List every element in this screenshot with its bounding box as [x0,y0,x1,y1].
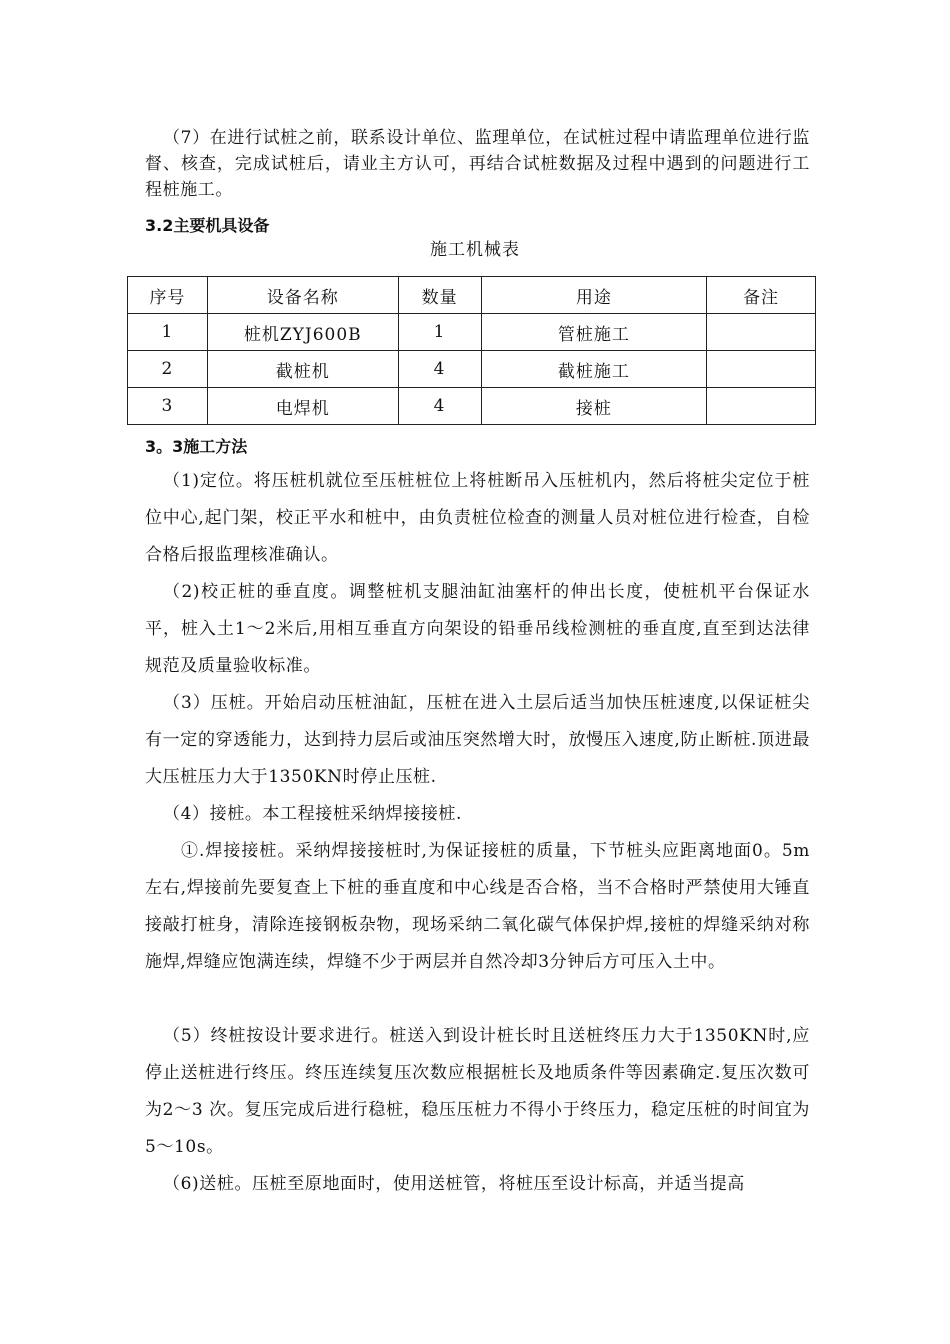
paragraph-welding: ①.焊接接桩。采纳焊接接桩时,为保证接桩的质量，下节桩头应距离地面0。5m左右,焊接前先要复查上下桩的垂直度和中心线是否合格，当不合格时严禁使用大锤直接敲打桩身，清除连接钢板杂物，现场采纳二氧化碳气体保护焊,接桩的焊缝采纳对称施焊,焊缝应饱满连续，焊缝不少于两层并自然冷却3分钟后方可压入土中。 [145,841,810,972]
table-row [128,314,816,351]
table-cell [707,314,816,351]
table-cell [707,351,816,388]
table-cell: 2 [128,351,208,388]
paragraph-final-pressing: （5）终桩按设计要求进行。桩送入到设计桩长时且送桩终压力大于1350KN时,应停止送桩进行终压。终压连续复压次数应根据桩长及地质条件等因素确定.复压次数可为2～3 次。复压完成后进行稳桩，稳压压桩力不得小于终压力，稳定压桩的时间宜为5～10s。 [145,1026,810,1157]
paragraph-positioning: （1)定位。将压桩机就位至压桩桩位上将桩断吊入压桩机内，然后将桩尖定位于桩位中心,起门架，校正平水和桩中，由负责桩位检查的测量人员对桩位进行检查，自检合格后报监理核准确认。 [145,471,810,565]
table-cell [707,388,816,425]
table-header-row [128,277,816,314]
table-row [128,351,816,388]
header-cell: 数量 [398,277,481,314]
equipment-table [127,276,816,425]
table-cell: 1 [128,314,208,351]
paragraph-splicing: （4）接桩。本工程接桩采纳焊接接桩. [163,804,463,824]
paragraph-pile-driving: （6)送桩。压桩至原地面时，使用送桩管，将桩压至设计标高，并适当提高 [163,1174,745,1194]
table-cell: 截桩施工 [481,351,707,388]
table-cell: 4 [398,388,481,425]
section-3-2-heading: 3.2主要机具设备 [145,216,270,235]
header-cell: 设备名称 [207,277,398,314]
header-cell: 序号 [128,277,208,314]
paragraph-7: （7）在进行试桩之前，联系设计单位、监理单位，在试桩过程中请监理单位进行监督、核查，完成试桩后，请业主方认可，再结合试桩数据及过程中遇到的问题进行工程桩施工。 [145,128,810,200]
table-cell: 桩机ZYJ600B [207,314,398,351]
paragraph-pressing: （3）压桩。开始启动压桩油缸，压桩在进入土层后适当加快压桩速度,以保证桩尖有一定的穿透能力，达到持力层后或油压突然增大时，放慢压入速度,防止断桩.顶进最大压桩压力大于1350KN时停止压桩. [145,693,810,787]
table-cell: 3 [128,388,208,425]
table-cell: 接桩 [481,388,707,425]
table-cell: 截桩机 [207,351,398,388]
table-caption: 施工机械表 [430,240,520,260]
table-cell: 4 [398,351,481,388]
section-3-3-heading: 3。3施工方法 [145,437,248,456]
table-cell: 电焊机 [207,388,398,425]
paragraph-verticality: （2)校正桩的垂直度。调整桩机支腿油缸油塞杆的伸出长度，使桩机平台保证水平，桩入土1～2米后,用相互垂直方向架设的铅垂吊线检测桩的垂直度,直至到达法律规范及质量验收标准。 [145,582,810,676]
header-cell: 备注 [707,277,816,314]
header-cell: 用途 [481,277,707,314]
table-cell: 1 [398,314,481,351]
table-cell: 管桩施工 [481,314,707,351]
table-row [128,388,816,425]
